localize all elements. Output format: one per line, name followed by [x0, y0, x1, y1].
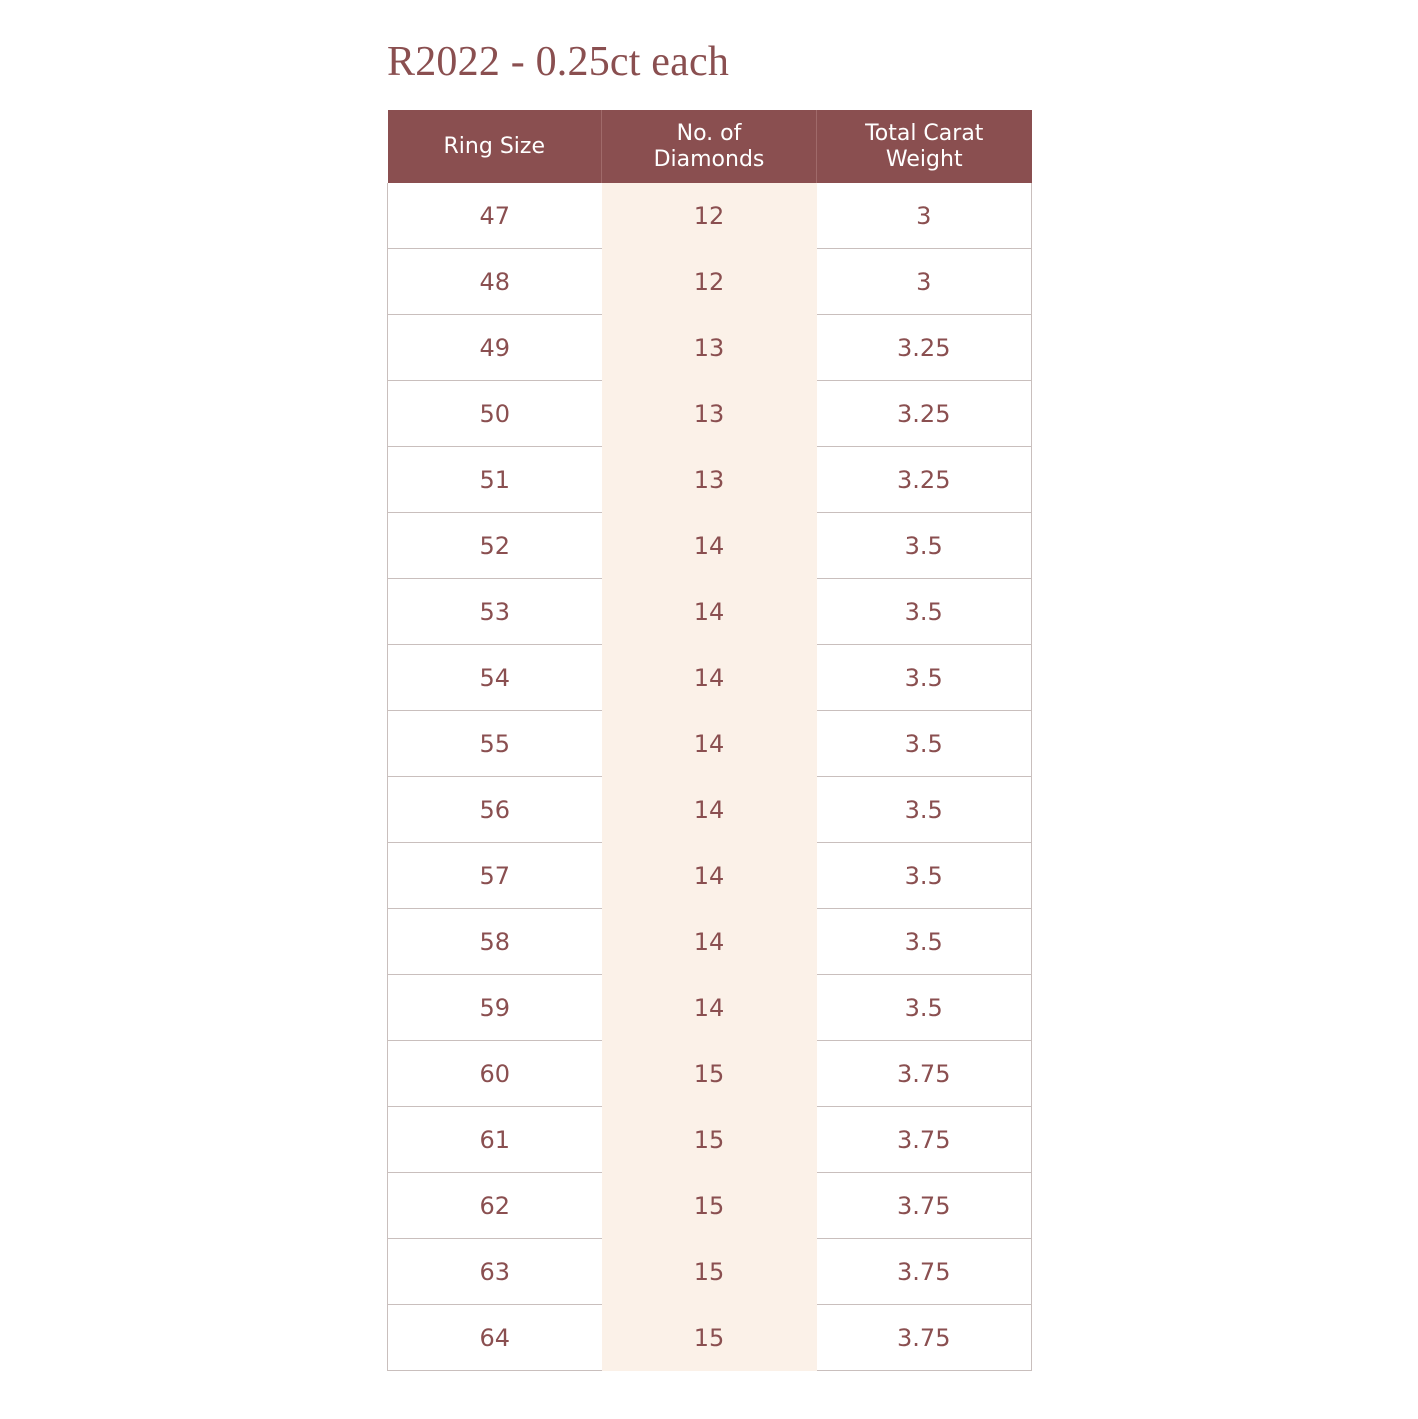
ring-size-cell: 47: [388, 183, 602, 249]
diamond-count-cell: 15: [602, 1107, 817, 1173]
table-row: [388, 645, 1032, 711]
carat-weight-cell: 3.5: [817, 645, 1032, 711]
diamond-count-cell: 15: [602, 1041, 817, 1107]
carat-weight-cell: 3.25: [817, 315, 1032, 381]
table-row: [388, 381, 1032, 447]
table-row: [388, 447, 1032, 513]
table-row: [388, 183, 1032, 249]
ring-size-cell: 63: [388, 1239, 602, 1305]
table-row: [388, 1239, 1032, 1305]
header-total-carat-weight-label: Total Carat Weight: [865, 120, 984, 172]
table-row: [388, 843, 1032, 909]
table-row: [388, 975, 1032, 1041]
table-row: [388, 711, 1032, 777]
ring-size-cell: 52: [388, 513, 602, 579]
carat-weight-cell: 3.5: [817, 843, 1032, 909]
ring-size-cell: 62: [388, 1173, 602, 1239]
carat-weight-cell: 3.5: [817, 513, 1032, 579]
header-total-carat-weight: [817, 110, 1032, 183]
table-row: [388, 909, 1032, 975]
diamond-count-cell: 15: [602, 1173, 817, 1239]
ring-size-table: [387, 110, 1032, 1371]
diamond-count-cell: 14: [602, 975, 817, 1041]
ring-size-cell: 54: [388, 645, 602, 711]
diamond-count-cell: 14: [602, 645, 817, 711]
diamond-count-cell: 14: [602, 843, 817, 909]
diamond-count-cell: 14: [602, 711, 817, 777]
ring-size-cell: 49: [388, 315, 602, 381]
table-row: [388, 249, 1032, 315]
carat-weight-cell: 3.5: [817, 777, 1032, 843]
carat-weight-cell: 3.25: [817, 447, 1032, 513]
diamond-count-cell: 13: [602, 381, 817, 447]
header-row: [388, 110, 1032, 183]
ring-size-cell: 57: [388, 843, 602, 909]
diamond-count-cell: 14: [602, 579, 817, 645]
header-ring-size: Ring Size: [388, 110, 602, 183]
ring-size-cell: 50: [388, 381, 602, 447]
table-row: [388, 1173, 1032, 1239]
header-diamond-count-label: No. of Diamonds: [653, 120, 765, 172]
table-body: [388, 183, 1032, 1371]
diamond-count-cell: 13: [602, 315, 817, 381]
carat-weight-cell: 3.5: [817, 711, 1032, 777]
diamond-count-cell: 15: [602, 1305, 817, 1371]
table-row: [388, 579, 1032, 645]
ring-size-cell: 48: [388, 249, 602, 315]
ring-size-cell: 51: [388, 447, 602, 513]
ring-size-cell: 55: [388, 711, 602, 777]
page-title: R2022 - 0.25ct each: [387, 39, 730, 85]
ring-size-cell: 60: [388, 1041, 602, 1107]
table-header: [388, 110, 1032, 183]
carat-weight-cell: 3: [817, 249, 1032, 315]
carat-weight-cell: 3.75: [817, 1305, 1032, 1371]
diamond-count-cell: 14: [602, 513, 817, 579]
ring-size-cell: 61: [388, 1107, 602, 1173]
diamond-count-cell: 15: [602, 1239, 817, 1305]
carat-weight-cell: 3.25: [817, 381, 1032, 447]
carat-weight-cell: 3.75: [817, 1041, 1032, 1107]
carat-weight-cell: 3.75: [817, 1107, 1032, 1173]
carat-weight-cell: 3: [817, 183, 1032, 249]
diamond-count-cell: 12: [602, 249, 817, 315]
table-row: [388, 315, 1032, 381]
ring-size-cell: 58: [388, 909, 602, 975]
diamond-count-cell: 12: [602, 183, 817, 249]
table-row: [388, 777, 1032, 843]
table-row: [388, 1041, 1032, 1107]
diamond-count-cell: 13: [602, 447, 817, 513]
carat-weight-cell: 3.5: [817, 909, 1032, 975]
carat-weight-cell: 3.5: [817, 579, 1032, 645]
diamond-count-cell: 14: [602, 909, 817, 975]
diamond-count-cell: 14: [602, 777, 817, 843]
carat-weight-cell: 3.75: [817, 1239, 1032, 1305]
carat-weight-cell: 3.75: [817, 1173, 1032, 1239]
ring-size-cell: 64: [388, 1305, 602, 1371]
ring-size-cell: 56: [388, 777, 602, 843]
header-diamond-count: [602, 110, 817, 183]
ring-size-cell: 53: [388, 579, 602, 645]
table-row: [388, 513, 1032, 579]
table-row: [388, 1107, 1032, 1173]
table-row: [388, 1305, 1032, 1371]
carat-weight-cell: 3.5: [817, 975, 1032, 1041]
ring-size-cell: 59: [388, 975, 602, 1041]
